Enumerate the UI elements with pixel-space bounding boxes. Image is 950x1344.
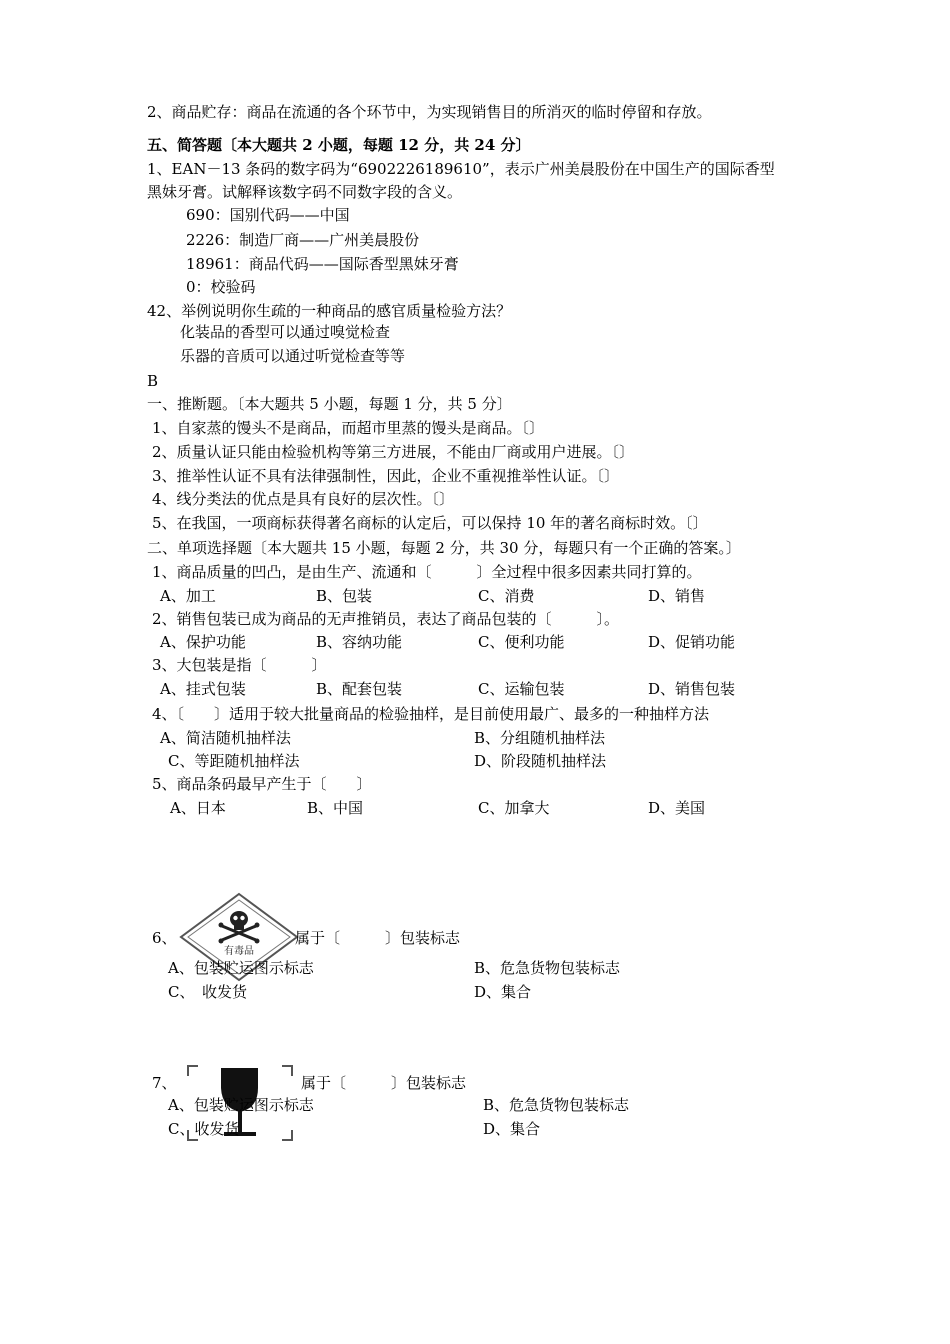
definition-storage: 2、商品贮存：商品在流通的各个环节中，为实现销售目的所消灭的临时停留和存放。	[147, 103, 712, 121]
short-answer-1: 1、EAN－13 条码的数字码为“6902226189610”，表示广州美晨股份在中国生产的国际香型	[147, 160, 775, 178]
answer-product-code: 18961：商品代码——国际香型黑妹牙膏	[186, 255, 459, 273]
paper-b-label: B	[147, 372, 159, 390]
choice-4-option-a: A、简洁随机抽样法	[160, 729, 291, 747]
answer-check-digit: 0：校验码	[186, 278, 256, 296]
choice-7: 属于〔 〕包装标志	[301, 1074, 467, 1092]
choice-5-option-c: C、加拿大	[478, 799, 550, 817]
choice-2-option-d: D、促销功能	[648, 633, 736, 651]
judgement-5: 5、在我国，一项商标获得著名商标的认定后，可以保持 10 年的著名商标时效。〔〕	[152, 514, 708, 532]
choice-6-option-a: A、包装贮运图示标志	[168, 959, 314, 977]
choice-1-option-c: C、消费	[478, 587, 535, 605]
choice-1-option-a: A、加工	[160, 587, 216, 605]
choice-6-option-b: B、危急货物包装标志	[474, 959, 621, 977]
judgement-3: 3、推举性认证不具有法律强制性，因此，企业不重视推举性认证。〔〕	[152, 467, 620, 485]
choice-3-option-a: A、挂式包装	[160, 680, 246, 698]
choice-1: 1、商品质量的凹凸，是由生产、流通和〔 〕全过程中很多因素共同打算的。	[152, 563, 702, 581]
choice-5: 5、商品条码最早产生于〔 〕	[152, 775, 372, 793]
choice-5-option-a: A、日本	[170, 799, 226, 817]
short-answer-1-cont: 黑妹牙膏。试解释该数字码不同数字段的含义。	[147, 183, 463, 201]
answer-manufacturer-code: 2226：制造厂商——广州美晨股份	[186, 231, 420, 249]
choice-2: 2、销售包装已成为商品的无声推销员，表达了商品包装的〔 〕。	[152, 610, 620, 628]
choice-4: 4、〔 〕适用于较大批量商品的检验抽样，是目前使用最广、最多的一种抽样方法	[152, 705, 710, 723]
choice-6-option-c: C、 收发货	[168, 983, 247, 1001]
choice-7-option-d: D、集合	[483, 1120, 541, 1138]
choice-4-option-c: C、等距随机抽样法	[168, 752, 300, 770]
choice-3-option-b: B、配套包装	[316, 680, 403, 698]
choice-6-option-d: D、集合	[474, 983, 532, 1001]
judgement-4: 4、线分类法的优点是具有良好的层次性。〔〕	[152, 490, 455, 508]
choice-7-option-c: C、收发货	[168, 1120, 240, 1138]
choice-6: 属于〔 〕包装标志	[295, 929, 461, 947]
answer-42-line1: 化装品的香型可以通过嗅觉检查	[180, 323, 391, 341]
judgement-1: 1、自家蒸的馒头不是商品，而超市里蒸的馒头是商品。〔〕	[152, 419, 545, 437]
choice-7-option-a: A、包装贮运图示标志	[168, 1096, 314, 1114]
choice-5-option-d: D、美国	[648, 799, 706, 817]
choice-7-number: 7、	[152, 1074, 177, 1092]
choice-6-number: 6、	[152, 929, 177, 947]
short-answer-42: 42、举例说明你生疏的一种商品的感官质量检验方法？	[147, 302, 512, 320]
choice-3-option-d: D、销售包装	[648, 680, 736, 698]
choice-5-option-b: B、中国	[307, 799, 364, 817]
choice-1-option-b: B、包装	[316, 587, 373, 605]
choice-4-option-b: B、分组随机抽样法	[474, 729, 606, 747]
toxic-sign-label: 有毒品	[224, 946, 254, 957]
answer-country-code: 690：国别代码——中国	[186, 206, 350, 224]
choice-1-option-d: D、销售	[648, 587, 706, 605]
choice-3-option-c: C、运输包装	[478, 680, 565, 698]
section-choice-heading: 二、单项选择题〔本大题共 15 小题，每题 2 分，共 30 分，每题只有一个正确的答案。〕	[147, 539, 741, 557]
choice-4-option-d: D、阶段随机抽样法	[474, 752, 607, 770]
section-judgement-heading: 一、推断题。〔本大题共 5 小题，每题 1 分，共 5 分〕	[147, 395, 512, 413]
choice-7-option-b: B、危急货物包装标志	[483, 1096, 630, 1114]
choice-2-option-a: A、保护功能	[160, 633, 246, 651]
choice-2-option-b: B、容纳功能	[316, 633, 403, 651]
answer-42-line2: 乐器的音质可以通过听觉检查等等	[180, 347, 406, 365]
section-five-heading: 五、简答题〔本大题共 2 小题，每题 12 分，共 24 分〕	[147, 136, 531, 154]
choice-3: 3、大包装是指〔 〕	[152, 656, 327, 674]
choice-2-option-c: C、便利功能	[478, 633, 565, 651]
judgement-2: 2、质量认证只能由检验机构等第三方进展，不能由厂商或用户进展。〔〕	[152, 443, 635, 461]
